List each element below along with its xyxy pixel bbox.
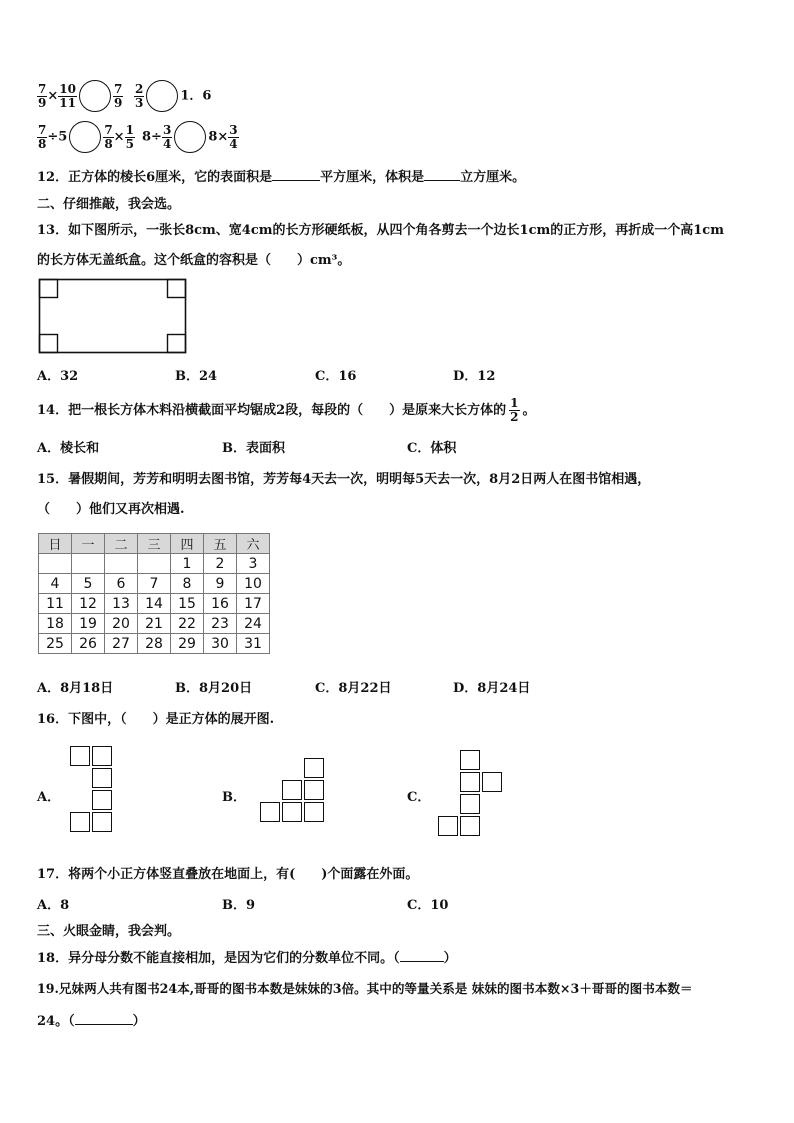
weekday-header: 五 — [204, 534, 237, 554]
net-square — [92, 746, 112, 766]
fraction: $\frac{1}{2}$ — [510, 396, 519, 424]
calendar-day: 5 — [72, 574, 105, 594]
q13-option-d[interactable]: D．12 — [453, 369, 496, 384]
question-15-line2: （ ）他们又再次相遇. — [37, 502, 185, 517]
calendar-day: 18 — [39, 614, 72, 634]
calendar-week-row — [39, 574, 270, 594]
calendar-day: 21 — [138, 614, 171, 634]
q17-option-a[interactable]: A．8 — [37, 898, 70, 913]
calendar-day: 13 — [105, 594, 138, 614]
compare-row1-item-b: $\frac{2}{3}$ 1．6 — [134, 80, 211, 112]
q13-option-c[interactable]: C．16 — [315, 369, 357, 384]
weekday-header: 三 — [138, 534, 171, 554]
fraction: $\frac{10}{11}$ — [59, 81, 76, 110]
fraction: $\frac{3}{4}$ — [162, 122, 172, 151]
net-square — [70, 812, 90, 832]
weekday-header: 日 — [39, 534, 72, 554]
q15-option-b[interactable]: B．8月20日 — [175, 681, 253, 696]
net-square — [460, 750, 480, 770]
cardboard-diagram — [38, 278, 188, 354]
calendar-day: 11 — [39, 594, 72, 614]
question-13-line1: 13．如下图所示，一张长8cm、宽4cm的长方形硬纸板，从四个角各剪去一个边长1cm的正方形，再折成一个高1cm — [37, 223, 724, 238]
question-18: 18．异分母分数不能直接相加，是因为它们的分数单位不同。（ ） — [37, 951, 457, 966]
question-13-line2: 的长方体无盖纸盒。这个纸盒的容积是（ ）cm³。 — [37, 253, 351, 268]
calendar-day: 7 — [138, 574, 171, 594]
weekday-header: 六 — [237, 534, 270, 554]
question-12: 12．正方体的棱长6厘米，它的表面积是 平方厘米，体积是 立方厘米。 — [37, 170, 526, 185]
fraction: $\frac{7}{9}$ — [113, 81, 123, 110]
compare-circle-blank[interactable] — [69, 121, 101, 153]
weekday-header: 二 — [105, 534, 138, 554]
answer-blank[interactable] — [424, 180, 460, 181]
calendar-day — [72, 554, 105, 574]
calendar-day: 16 — [204, 594, 237, 614]
question-19-line2: 24。（ ） — [37, 1014, 146, 1029]
compare-row1-item-a: $\frac{7}{9}$ × $\frac{10}{11}$ $\frac{7}{9}$ — [37, 80, 123, 112]
question-14: 14．把一根长方体木料沿横截面平均锯成2段，每段的（ ）是原来大长方体的 $\frac{1}{2}$ 。 — [37, 396, 536, 424]
net-square — [260, 802, 280, 822]
question-16: 16．下图中，（ ）是正方体的展开图. — [37, 712, 275, 727]
q14-option-c[interactable]: C．体积 — [407, 441, 457, 456]
fraction: $\frac{2}{3}$ — [135, 81, 144, 110]
calendar-day: 8 — [171, 574, 204, 594]
calendar-day: 19 — [72, 614, 105, 634]
calendar-day: 26 — [72, 634, 105, 654]
fraction: $\frac{7}{8}$ — [104, 122, 113, 151]
section-2-heading: 二、仔细推敲，我会选。 — [37, 197, 181, 212]
net-square — [482, 772, 502, 792]
compare-circle-blank[interactable] — [174, 121, 206, 153]
net-square — [282, 780, 302, 800]
cube-net-a[interactable] — [70, 746, 114, 836]
fraction: $\frac{3}{4}$ — [229, 122, 238, 151]
fraction: $\frac{7}{9}$ — [38, 81, 47, 110]
calendar-day: 27 — [105, 634, 138, 654]
calendar-week-row — [39, 614, 270, 634]
calendar-day: 23 — [204, 614, 237, 634]
net-square — [304, 758, 324, 778]
calendar-day — [138, 554, 171, 574]
q15-option-a[interactable]: A．8月18日 — [37, 681, 114, 696]
answer-blank[interactable] — [272, 180, 320, 181]
section-3-heading: 三、火眼金睛，我会判。 — [37, 924, 181, 939]
compare-row2-item-a: $\frac{7}{8}$ ÷5 $\frac{7}{8}$ × $\frac{1}{5}$ — [37, 121, 135, 153]
answer-blank[interactable] — [400, 961, 444, 962]
answer-blank[interactable] — [75, 1024, 133, 1025]
cube-net-c[interactable] — [438, 750, 504, 840]
august-calendar — [38, 533, 270, 654]
calendar-day: 3 — [237, 554, 270, 574]
net-square — [304, 802, 324, 822]
net-square — [282, 802, 302, 822]
q17-option-c[interactable]: C．10 — [407, 898, 449, 913]
calendar-day: 28 — [138, 634, 171, 654]
net-square — [460, 816, 480, 836]
q14-option-b[interactable]: B．表面积 — [222, 441, 285, 456]
calendar-day — [105, 554, 138, 574]
q15-option-c[interactable]: C．8月22日 — [315, 681, 392, 696]
q13-option-a[interactable]: A．32 — [37, 369, 79, 384]
q16-option-a-label[interactable]: A． — [37, 790, 61, 805]
weekday-header: 一 — [72, 534, 105, 554]
net-square — [92, 812, 112, 832]
q14-option-a[interactable]: A．棱长和 — [37, 441, 100, 456]
calendar-day: 15 — [171, 594, 204, 614]
q13-option-b[interactable]: B．24 — [175, 369, 218, 384]
compare-circle-blank[interactable] — [146, 80, 178, 112]
calendar-week-row — [39, 634, 270, 654]
weekday-header: 四 — [171, 534, 204, 554]
question-15-line1: 15．暑假期间，芳芳和明明去图书馆，芳芳每4天去一次，明明每5天去一次，8月2日两人在图书馆相遇， — [37, 472, 651, 487]
q16-option-c-label[interactable]: C． — [407, 790, 431, 805]
cube-net-b[interactable] — [260, 758, 326, 824]
net-square — [92, 768, 112, 788]
q15-option-d[interactable]: D．8月24日 — [453, 681, 531, 696]
calendar-day: 4 — [39, 574, 72, 594]
compare-circle-blank[interactable] — [79, 80, 111, 112]
net-square — [460, 772, 480, 792]
calendar-day: 2 — [204, 554, 237, 574]
calendar-day: 29 — [171, 634, 204, 654]
calendar-day: 1 — [171, 554, 204, 574]
calendar-day: 10 — [237, 574, 270, 594]
net-square — [460, 794, 480, 814]
question-19-line1: 19.兄妹两人共有图书24本,哥哥的图书本数是妹妹的3倍。其中的等量关系是 妹妹的图书本数×3＋哥哥的图书本数＝ — [37, 981, 693, 996]
calendar-day: 30 — [204, 634, 237, 654]
calendar-week-row — [39, 594, 270, 614]
fraction: $\frac{1}{5}$ — [125, 122, 134, 151]
cardboard-rectangle — [40, 280, 186, 353]
calendar-day: 14 — [138, 594, 171, 614]
fraction: $\frac{7}{8}$ — [38, 122, 47, 151]
calendar-day: 20 — [105, 614, 138, 634]
compare-row2-item-b: 8÷ $\frac{3}{4}$ 8× $\frac{3}{4}$ — [142, 121, 239, 153]
calendar-day — [39, 554, 72, 574]
calendar-day: 9 — [204, 574, 237, 594]
net-square — [70, 746, 90, 766]
q16-option-b-label[interactable]: B． — [222, 790, 246, 805]
calendar-week-row — [39, 554, 270, 574]
calendar-day: 31 — [237, 634, 270, 654]
net-square — [92, 790, 112, 810]
calendar-day: 12 — [72, 594, 105, 614]
calendar-day: 22 — [171, 614, 204, 634]
q17-option-b[interactable]: B．9 — [222, 898, 256, 913]
calendar-day: 17 — [237, 594, 270, 614]
question-17: 17．将两个小正方体竖直叠放在地面上，有( )个面露在外面。 — [37, 867, 419, 882]
calendar-header-row — [39, 534, 270, 554]
calendar-day: 24 — [237, 614, 270, 634]
calendar-day: 25 — [39, 634, 72, 654]
calendar-day: 6 — [105, 574, 138, 594]
net-square — [304, 780, 324, 800]
net-square — [438, 816, 458, 836]
